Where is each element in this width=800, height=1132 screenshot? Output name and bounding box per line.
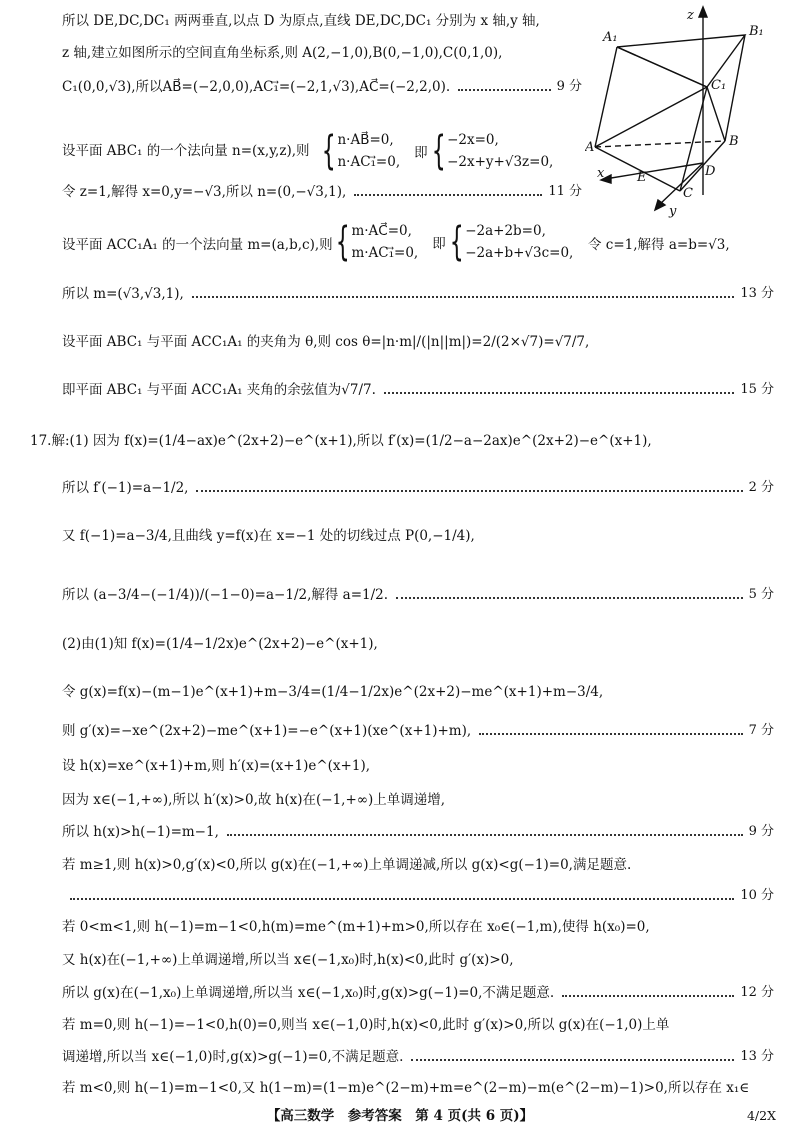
- label-B1: B₁: [749, 24, 764, 39]
- score-label: 9 分: [748, 824, 774, 839]
- edge-A1C1: [617, 47, 707, 87]
- text-line-12: 又 f(−1)=a−3/4,且曲线 y=f(x)在 x=−1 处的切线过点 P(0,−1/4),: [62, 528, 475, 544]
- text-line-7: 所以 m=(√3,√3,1), 13 分: [62, 286, 774, 302]
- score-label: 2 分: [748, 480, 774, 495]
- leader-dots: [196, 490, 742, 492]
- text-line-5: 令 z=1,解得 x=0,y=−√3,所以 n=(0,−√3,1), 11 分: [62, 184, 582, 200]
- page-footer: [0, 1105, 800, 1127]
- label-C1: C₁: [711, 78, 727, 93]
- system-row: n·AC₁⃗=0,: [337, 154, 401, 170]
- score-label: 9 分: [556, 79, 582, 94]
- text-line-8: 设平面 ABC₁ 与平面 ACC₁A₁ 的夹角为 θ,则 cos θ=|n·m|/(|n||m|)=2/(2×√7)=√7/7,: [62, 334, 590, 350]
- score-label: 13 分: [740, 1049, 774, 1064]
- text-line-13: 所以 (a−3/4−(−1/4))/(−1−0)=a−1/2,解得 a=1/2. 5 分: [62, 587, 774, 603]
- text-line-23: 又 h(x)在(−1,+∞)上单调递增,所以当 x∈(−1,x₀)时,h(x)<0,此时 g′(x)>0,: [62, 952, 514, 968]
- leader-dots: [384, 392, 734, 394]
- leader-dots: [192, 296, 735, 298]
- text-line-27: 若 m<0,则 h(−1)=m−1<0,又 h(1−m)=(1−m)e^(2−m)+m=e^(2−m)−m(e^(2−m)−1)>0,所以存在 x₁∈: [62, 1080, 750, 1096]
- leader-dots: [396, 597, 743, 599]
- score-label: 12 分: [740, 985, 774, 1000]
- label-C: C: [683, 186, 693, 201]
- label-x: x: [597, 166, 605, 181]
- label-B: B: [729, 134, 739, 149]
- text-line-10: 17.解:(1) 因为 f(x)=(1/4−ax)e^(2x+2)−e^(x+1),所以 f′(x)=(1/2−a−2ax)e^(2x+2)−e^(x+1),: [30, 433, 652, 449]
- text-line-18: 因为 x∈(−1,+∞),所以 h′(x)>0,故 h(x)在(−1,+∞)上单调递增,: [62, 792, 446, 808]
- score-label: 10 分: [740, 888, 774, 903]
- equation-system-1: [320, 128, 554, 174]
- leader-dots: [354, 194, 542, 196]
- text-line-24: 所以 g(x)在(−1,x₀)上单调递增,所以当 x∈(−1,x₀)时,g(x)>g(−1)=0,不满足题意. 12 分: [62, 985, 774, 1001]
- text-line-9: 即平面 ABC₁ 与平面 ACC₁A₁ 夹角的余弦值为√7/7. 15 分: [62, 382, 774, 398]
- footer-code: 4/2X: [746, 1108, 776, 1123]
- edge-BB1: [725, 35, 745, 141]
- edge-AC1: [595, 87, 707, 147]
- system-row: m·AC₁⃗=0,: [351, 245, 419, 261]
- text-line-20: 若 m≥1,则 h(x)>0,g′(x)<0,所以 g(x)在(−1,+∞)上单调递减,所以 g(x)<g(−1)=0,满足题意.: [62, 857, 632, 873]
- leader-dots: [479, 733, 742, 735]
- system-row: −2a+2b=0,: [465, 223, 546, 239]
- edge-AB-hidden: [595, 141, 725, 147]
- label-z: z: [687, 8, 694, 23]
- score-label: 13 分: [740, 286, 774, 301]
- system-row: −2x+y+√3z=0,: [447, 154, 554, 170]
- text-line-25: 若 m=0,则 h(−1)=−1<0,h(0)=0,则当 x∈(−1,0)时,h(x)<0,此时 g′(x)>0,所以 g(x)在(−1,0)上单: [62, 1017, 670, 1033]
- left-brace: {: [449, 219, 464, 265]
- text-line-17: 设 h(x)=xe^(x+1)+m,则 h′(x)=(x+1)e^(x+1),: [62, 758, 371, 774]
- leader-dots: [562, 995, 734, 997]
- label-D: D: [705, 164, 716, 179]
- system-row: m·AC⃗=0,: [351, 223, 412, 239]
- label-E: E: [637, 170, 647, 185]
- text-line-4: 设平面 ABC₁ 的一个法向量 n=(x,y,z),则: [62, 143, 310, 159]
- text-line-2: z 轴,建立如图所示的空间直角坐标系,则 A(2,−1,0),B(0,−1,0),C(0,1,0),: [62, 45, 503, 61]
- text-line-3: C₁(0,0,√3),所以AB⃗=(−2,0,0),AC₁⃗=(−2,1,√3),AC⃗=(−2,2,0). 9 分: [62, 79, 582, 95]
- score-label: 11 分: [548, 184, 582, 199]
- text-line-1: 所以 DE,DC,DC₁ 两两垂直,以点 D 为原点,直线 DE,DC,DC₁ 分别为 x 轴,y 轴,: [62, 13, 540, 29]
- system-row: n·AB⃗=0,: [337, 132, 394, 148]
- text-line-15: 令 g(x)=f(x)−(m−1)e^(x+1)+m−3/4=(1/4−1/2x)e^(2x+2)−me^(x+1)+m−3/4,: [62, 684, 604, 700]
- footer-title: 【高三数学 参考答案 第 4 页(共 6 页)】: [266, 1108, 534, 1124]
- score-label: 15 分: [740, 382, 774, 397]
- text-line-26: 调递增,所以当 x∈(−1,0)时,g(x)>g(−1)=0,不满足题意. 13 分: [62, 1049, 774, 1065]
- leader-dots: [227, 834, 743, 836]
- text-line-19: 所以 h(x)>h(−1)=m−1, 9 分: [62, 824, 774, 840]
- text-line-16: 则 g′(x)=−xe^(2x+2)−me^(x+1)=−e^(x+1)(xe^(x+1)+m), 7 分: [62, 723, 774, 739]
- system-connector: 即: [432, 236, 446, 252]
- text-line-6b: 令 c=1,解得 a=b=√3,: [588, 237, 730, 253]
- text-line-21: [62, 887, 774, 905]
- text-line-22: 若 0<m<1,则 h(−1)=m−1<0,h(m)=me^(m+1)+m>0,所以存在 x₀∈(−1,m),使得 h(x₀)=0,: [62, 919, 650, 935]
- edge-AA1: [595, 47, 617, 147]
- left-brace: {: [321, 128, 336, 174]
- label-A: A: [585, 140, 595, 155]
- text-line-6: 设平面 ACC₁A₁ 的一个法向量 m=(a,b,c),则: [62, 237, 333, 253]
- leader-dots: [411, 1059, 734, 1061]
- z-axis-arrow: [699, 7, 707, 17]
- system-row: −2a+b+√3c=0,: [465, 245, 574, 261]
- left-brace: {: [335, 219, 350, 265]
- left-brace: {: [431, 128, 446, 174]
- equation-system-2: [334, 219, 574, 265]
- label-y: y: [669, 204, 677, 219]
- system-connector: 即: [414, 145, 428, 161]
- leader-dots: [458, 89, 550, 91]
- score-label: 7 分: [748, 723, 774, 738]
- text-line-11: 所以 f′(−1)=a−1/2, 2 分: [62, 480, 774, 496]
- prism-figure: [585, 5, 785, 220]
- leader-dots: [70, 898, 734, 900]
- label-A1: A₁: [603, 30, 618, 45]
- text-line-14: (2)由(1)知 f(x)=(1/4−1/2x)e^(2x+2)−e^(x+1),: [62, 636, 378, 652]
- score-label: 5 分: [748, 587, 774, 602]
- edge-BC1: [707, 87, 725, 141]
- system-row: −2x=0,: [447, 132, 499, 148]
